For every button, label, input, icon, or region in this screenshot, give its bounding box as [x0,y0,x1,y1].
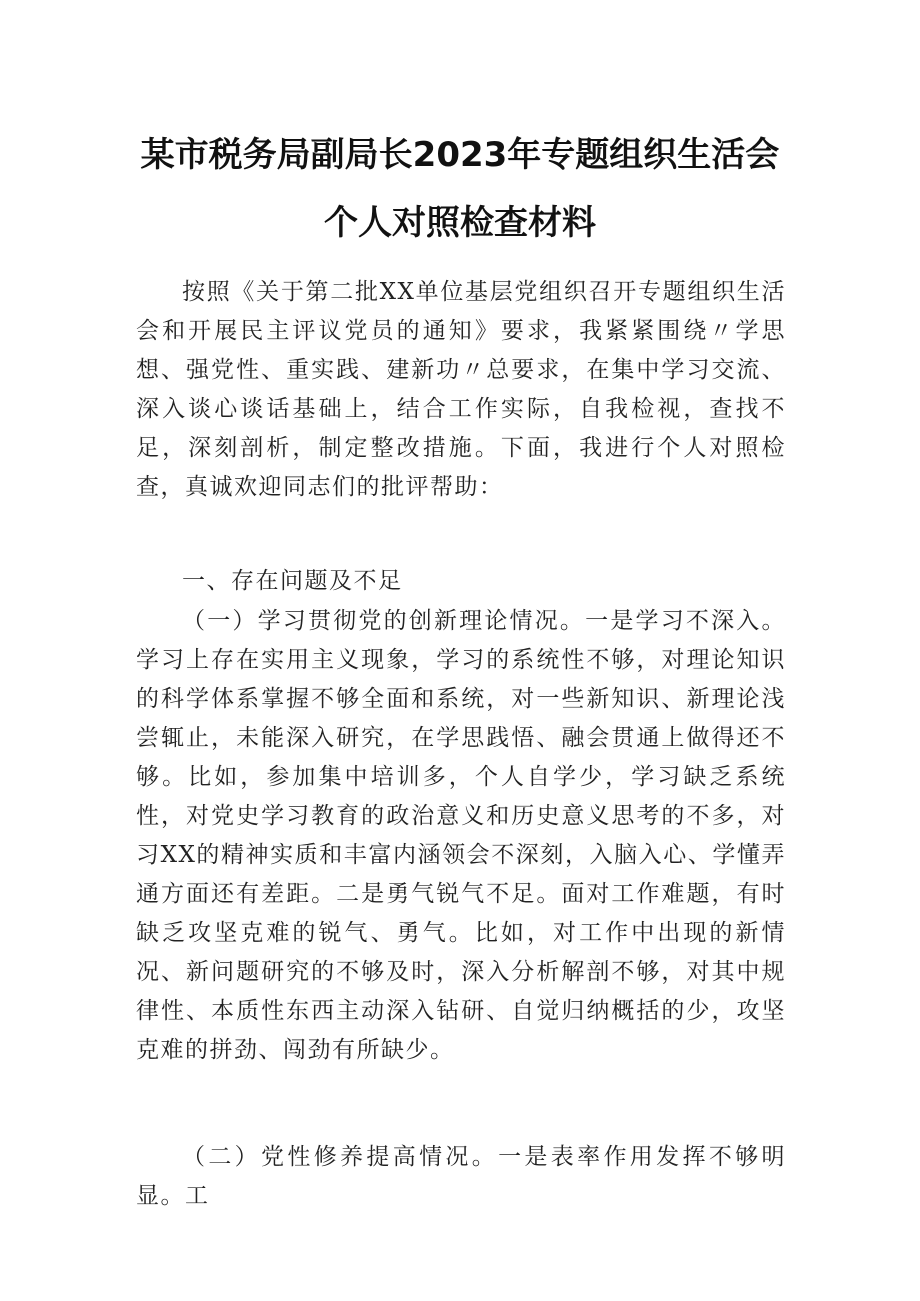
section1-heading: 一、存在问题及不足 [182,568,403,594]
section1-item1-block [136,602,786,1070]
section1-heading-block [136,562,786,601]
section1-item2-paragraph: （二）党性修养提高情况。一是表率作用发挥不够明显。工 [136,1144,786,1209]
intro-paragraph: 按照《关于第二批XX单位基层党组织召开专题组织生活会和开展民主评议党员的通知》要求，我紧紧围绕〃学思想、强党性、重实践、建新功〃总要求，在集中学习交流、深入谈心谈话基础上，结合工作实际，自我检视，查找不足，深刻剖析，制定整改措施。下面，我进行个人对照检查，真诚欢迎同志们的批评帮助： [136,279,786,500]
section1-item2-block [136,1138,786,1216]
document-title-line2: 个人对照检查材料 [324,203,596,243]
document-title-line1: 某市税务局副局长2023年专题组织生活会 [140,135,780,175]
intro-paragraph-block [136,273,786,507]
section1-item1-paragraph: （一）学习贯彻党的创新理论情况。一是学习不深入。学习上存在实用主义现象，学习的系统性不够，对理论知识的科学体系掌握不够全面和系统，对一些新知识、新理论浅尝辄止，未能深入研究，在学思践悟、融会贯通上做得还不够。比如，参加集中培训多，个人自学少，学习缺乏系统性，对党史学习教育的政治意义和历史意义思考的不多，对习XX的精神实质和丰富内涵领会不深刻，入脑入心、学懂弄通方面还有差距。二是勇气锐气不足。面对工作难题，有时缺乏攻坚克难的锐气、勇气。比如，对工作中出现的新情况、新问题研究的不够及时，深入分析解剖不够，对其中规律性、本质性东西主动深入钻研、自觉归纳概括的少，攻坚克难的拼劲、闯劲有所缺少。 [136,608,786,1063]
